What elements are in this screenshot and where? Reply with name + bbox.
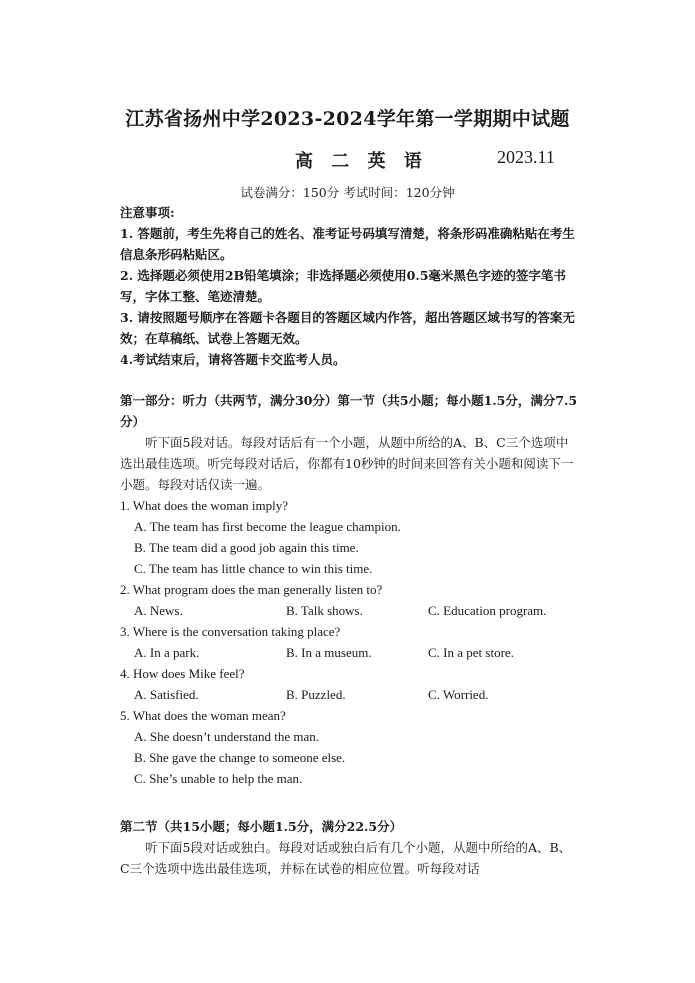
answer-options-row xyxy=(120,684,580,705)
answer-option: A. In a park. xyxy=(134,645,200,660)
answer-option: A. The team has first become the league champion. xyxy=(134,519,401,534)
answer-option: C. Education program. xyxy=(428,603,547,618)
note-item: 2. 选择题必须使用2B铅笔填涂；非选择题必须使用0.5毫米黑色字迹的签字笔书写，字体工整、笔迹清楚。 xyxy=(120,268,566,304)
note-item: 3. 请按照题号顺序在答题卡各题目的答题区域内作答，超出答题区域书写的答案无效；在草稿纸、试卷上答题无效。 xyxy=(120,310,575,346)
note-item: 4.考试结束后，请将答题卡交监考人员。 xyxy=(120,352,346,367)
question-stem: 5. What does the woman mean? xyxy=(120,708,286,723)
answer-option: A. She doesn’t understand the man. xyxy=(134,729,319,744)
part2-heading: 第二节（共15小题；每小题1.5分，满分22.5分） xyxy=(120,819,403,834)
listening-part-1 xyxy=(120,390,580,789)
answer-option: B. The team did a good job again this time. xyxy=(134,540,359,555)
question-stem: 4. How does Mike feel? xyxy=(120,666,245,681)
answer-option: B. She gave the change to someone else. xyxy=(134,750,346,765)
exam-title: 江苏省扬州中学2023-2024学年第一学期期中试题 xyxy=(125,108,570,130)
note-item: 1. 答题前，考生先将自己的姓名、准考证号码填写清楚，将条形码准确粘贴在考生信息条形码粘贴区。 xyxy=(120,226,575,262)
question-stem: 2. What program does the man generally listen to? xyxy=(120,582,383,597)
answer-option: C. She’s unable to help the man. xyxy=(134,771,303,786)
answer-option: A. Satisfied. xyxy=(134,687,199,702)
answer-options-row xyxy=(120,600,580,621)
part1-heading: 第一部分：听力（共两节，满分30分）第一节（共5小题；每小题1.5分，满分7.5分） xyxy=(120,393,578,429)
part1-directions: 听下面5段对话。每段对话后有一个小题，从题中所给的A、B、C三个选项中选出最佳选项。听完每段对话后，你都有10秒钟的时间来回答有关小题和阅读下一小题。每段对话仅读一遍。 xyxy=(120,435,574,492)
answer-option: A. News. xyxy=(134,603,183,618)
exam-meta: 试卷满分：150分 考试时间：120分钟 xyxy=(240,185,455,200)
part2-directions: 听下面5段对话或独白。每段对话或独白后有几个小题，从题中所给的A、B、C三个选项中选出最佳选项，并标在试卷的相应位置。听每段对话 xyxy=(120,840,572,876)
notes-heading: 注意事项: xyxy=(120,205,175,220)
answer-option: C. The team has little chance to win this time. xyxy=(134,561,373,576)
answer-option: B. Talk shows. xyxy=(286,603,363,618)
answer-option: B. Puzzled. xyxy=(286,687,346,702)
answer-option: B. In a museum. xyxy=(286,645,372,660)
subject-label: 高 二 英 语 xyxy=(295,151,428,172)
question-stem: 1. What does the woman imply? xyxy=(120,498,289,513)
answer-option: C. Worried. xyxy=(428,687,489,702)
notes-section xyxy=(120,202,580,370)
exam-date: 2023.11 xyxy=(497,147,555,167)
listening-part-2 xyxy=(120,816,580,879)
answer-option: C. In a pet store. xyxy=(428,645,514,660)
question-stem: 3. Where is the conversation taking place? xyxy=(120,624,341,639)
answer-options-row xyxy=(120,642,580,663)
